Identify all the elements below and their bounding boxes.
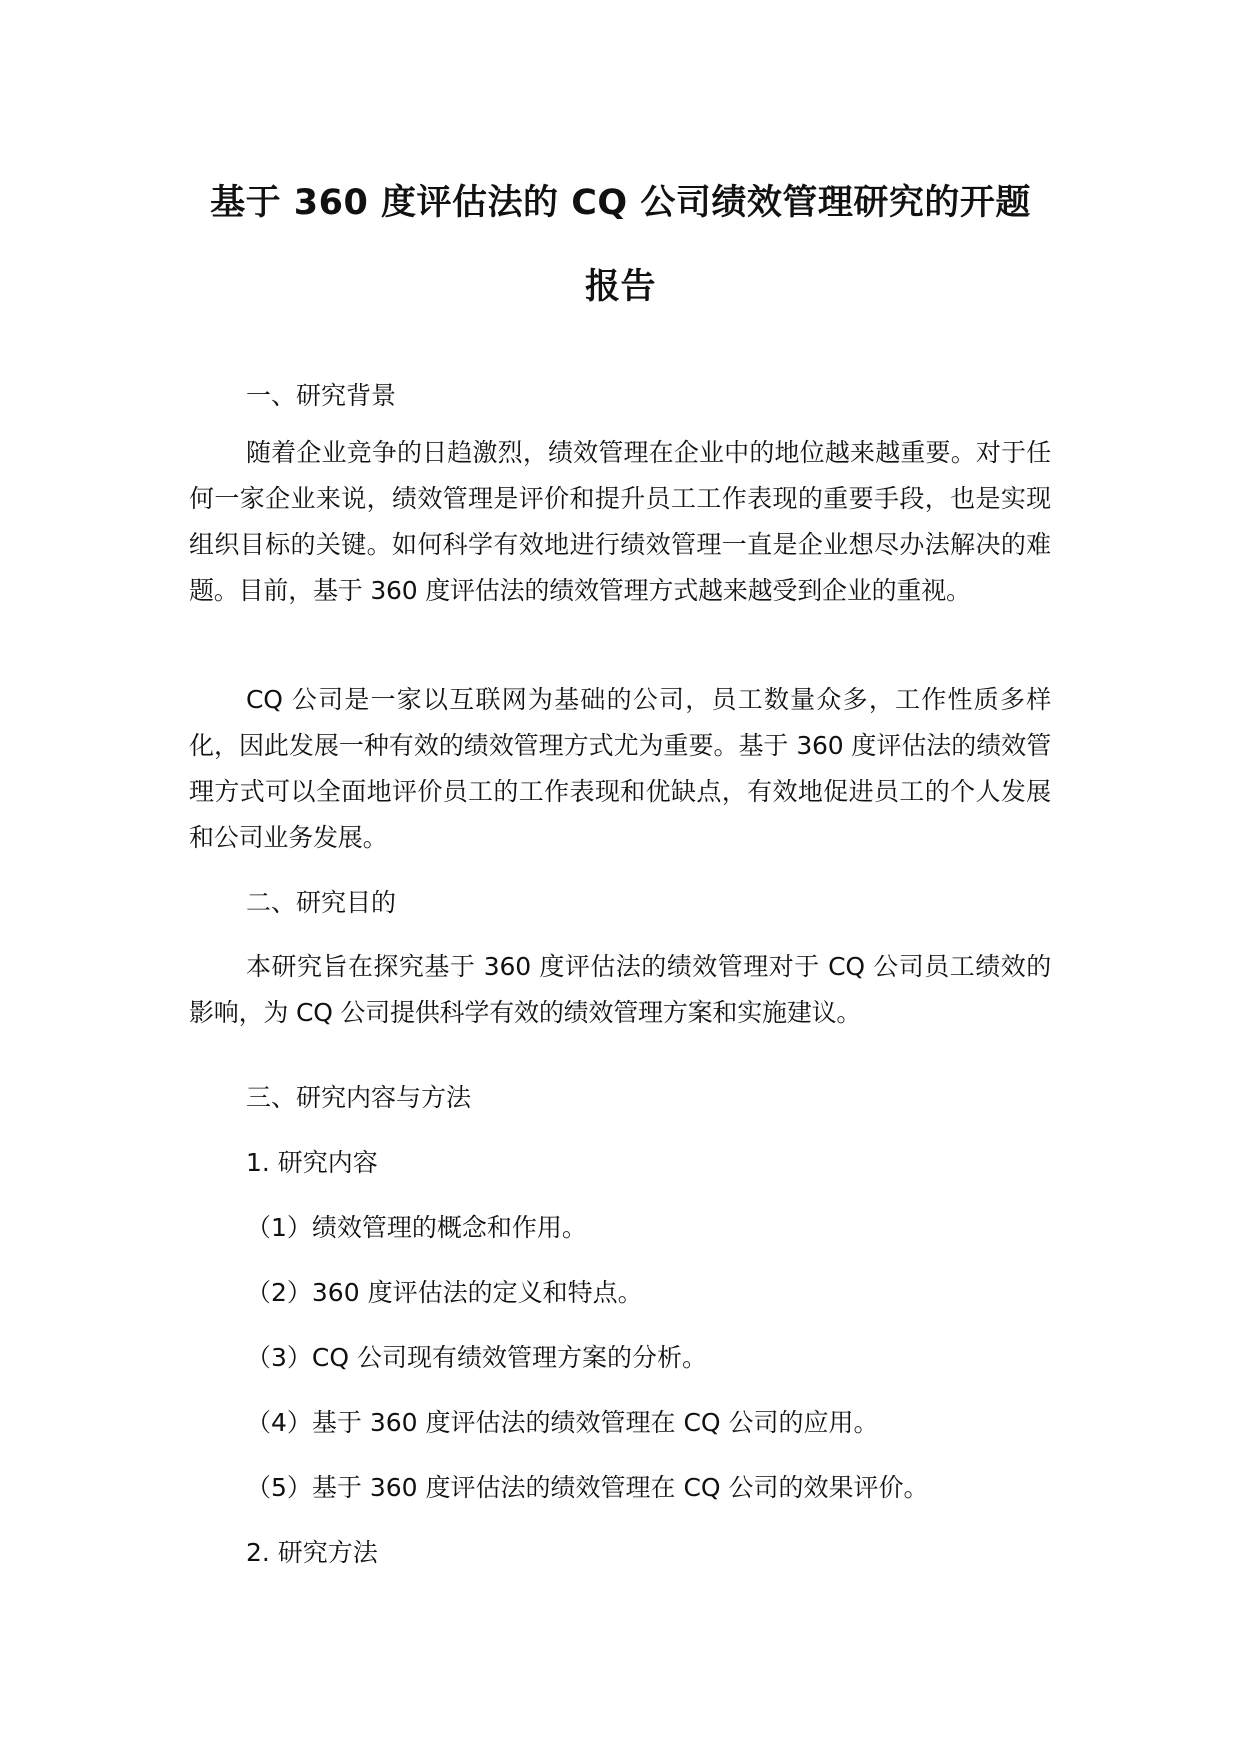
document-title-line-2: 报告 bbox=[584, 267, 656, 307]
paragraph-purpose bbox=[189, 944, 1051, 1036]
list-item: （5）基于 360 度评估法的绩效管理在 CQ 公司的效果评价。 bbox=[246, 1473, 929, 1502]
list-item: （1）绩效管理的概念和作用。 bbox=[246, 1213, 587, 1242]
paragraph-text: 随着企业竞争的日趋激烈，绩效管理在企业中的地位越来越重要。对于任何一家企业来说，绩效管理是评价和提升员工工作表现的重要手段，也是实现组织目标的关键。如何科学有效地进行绩效管理一直是企业想尽办法解决的难题。目前，基于 360 度评估法的绩效管理方式越来越受到企业的重视。 bbox=[189, 438, 1051, 605]
paragraph-text: CQ 公司是一家以互联网为基础的公司，员工数量众多，工作性质多样化，因此发展一种有效的绩效管理方式尤为重要。基于 360 度评估法的绩效管理方式可以全面地评价员工的工作表现和优缺点，有效地促进员工的个人发展和公司业务发展。 bbox=[189, 685, 1051, 852]
paragraph-text: 本研究旨在探究基于 360 度评估法的绩效管理对于 CQ 公司员工绩效的影响，为 CQ 公司提供科学有效的绩效管理方案和实施建议。 bbox=[189, 952, 1051, 1027]
list-item: （4）基于 360 度评估法的绩效管理在 CQ 公司的应用。 bbox=[246, 1408, 879, 1437]
section-heading-background: 一、研究背景 bbox=[246, 381, 397, 410]
document-title-line-1: 基于 360 度评估法的 CQ 公司绩效管理研究的开题 bbox=[210, 183, 1031, 223]
section-heading-purpose: 二、研究目的 bbox=[246, 888, 397, 917]
section-heading-content-method: 三、研究内容与方法 bbox=[246, 1083, 472, 1112]
paragraph-background-2 bbox=[189, 677, 1051, 861]
list-item: （3）CQ 公司现有绩效管理方案的分析。 bbox=[246, 1343, 707, 1372]
list-item: （2）360 度评估法的定义和特点。 bbox=[246, 1278, 643, 1307]
subsection-heading-content: 1. 研究内容 bbox=[246, 1148, 378, 1177]
subsection-heading-method: 2. 研究方法 bbox=[246, 1538, 378, 1567]
paragraph-background-1 bbox=[189, 430, 1051, 614]
